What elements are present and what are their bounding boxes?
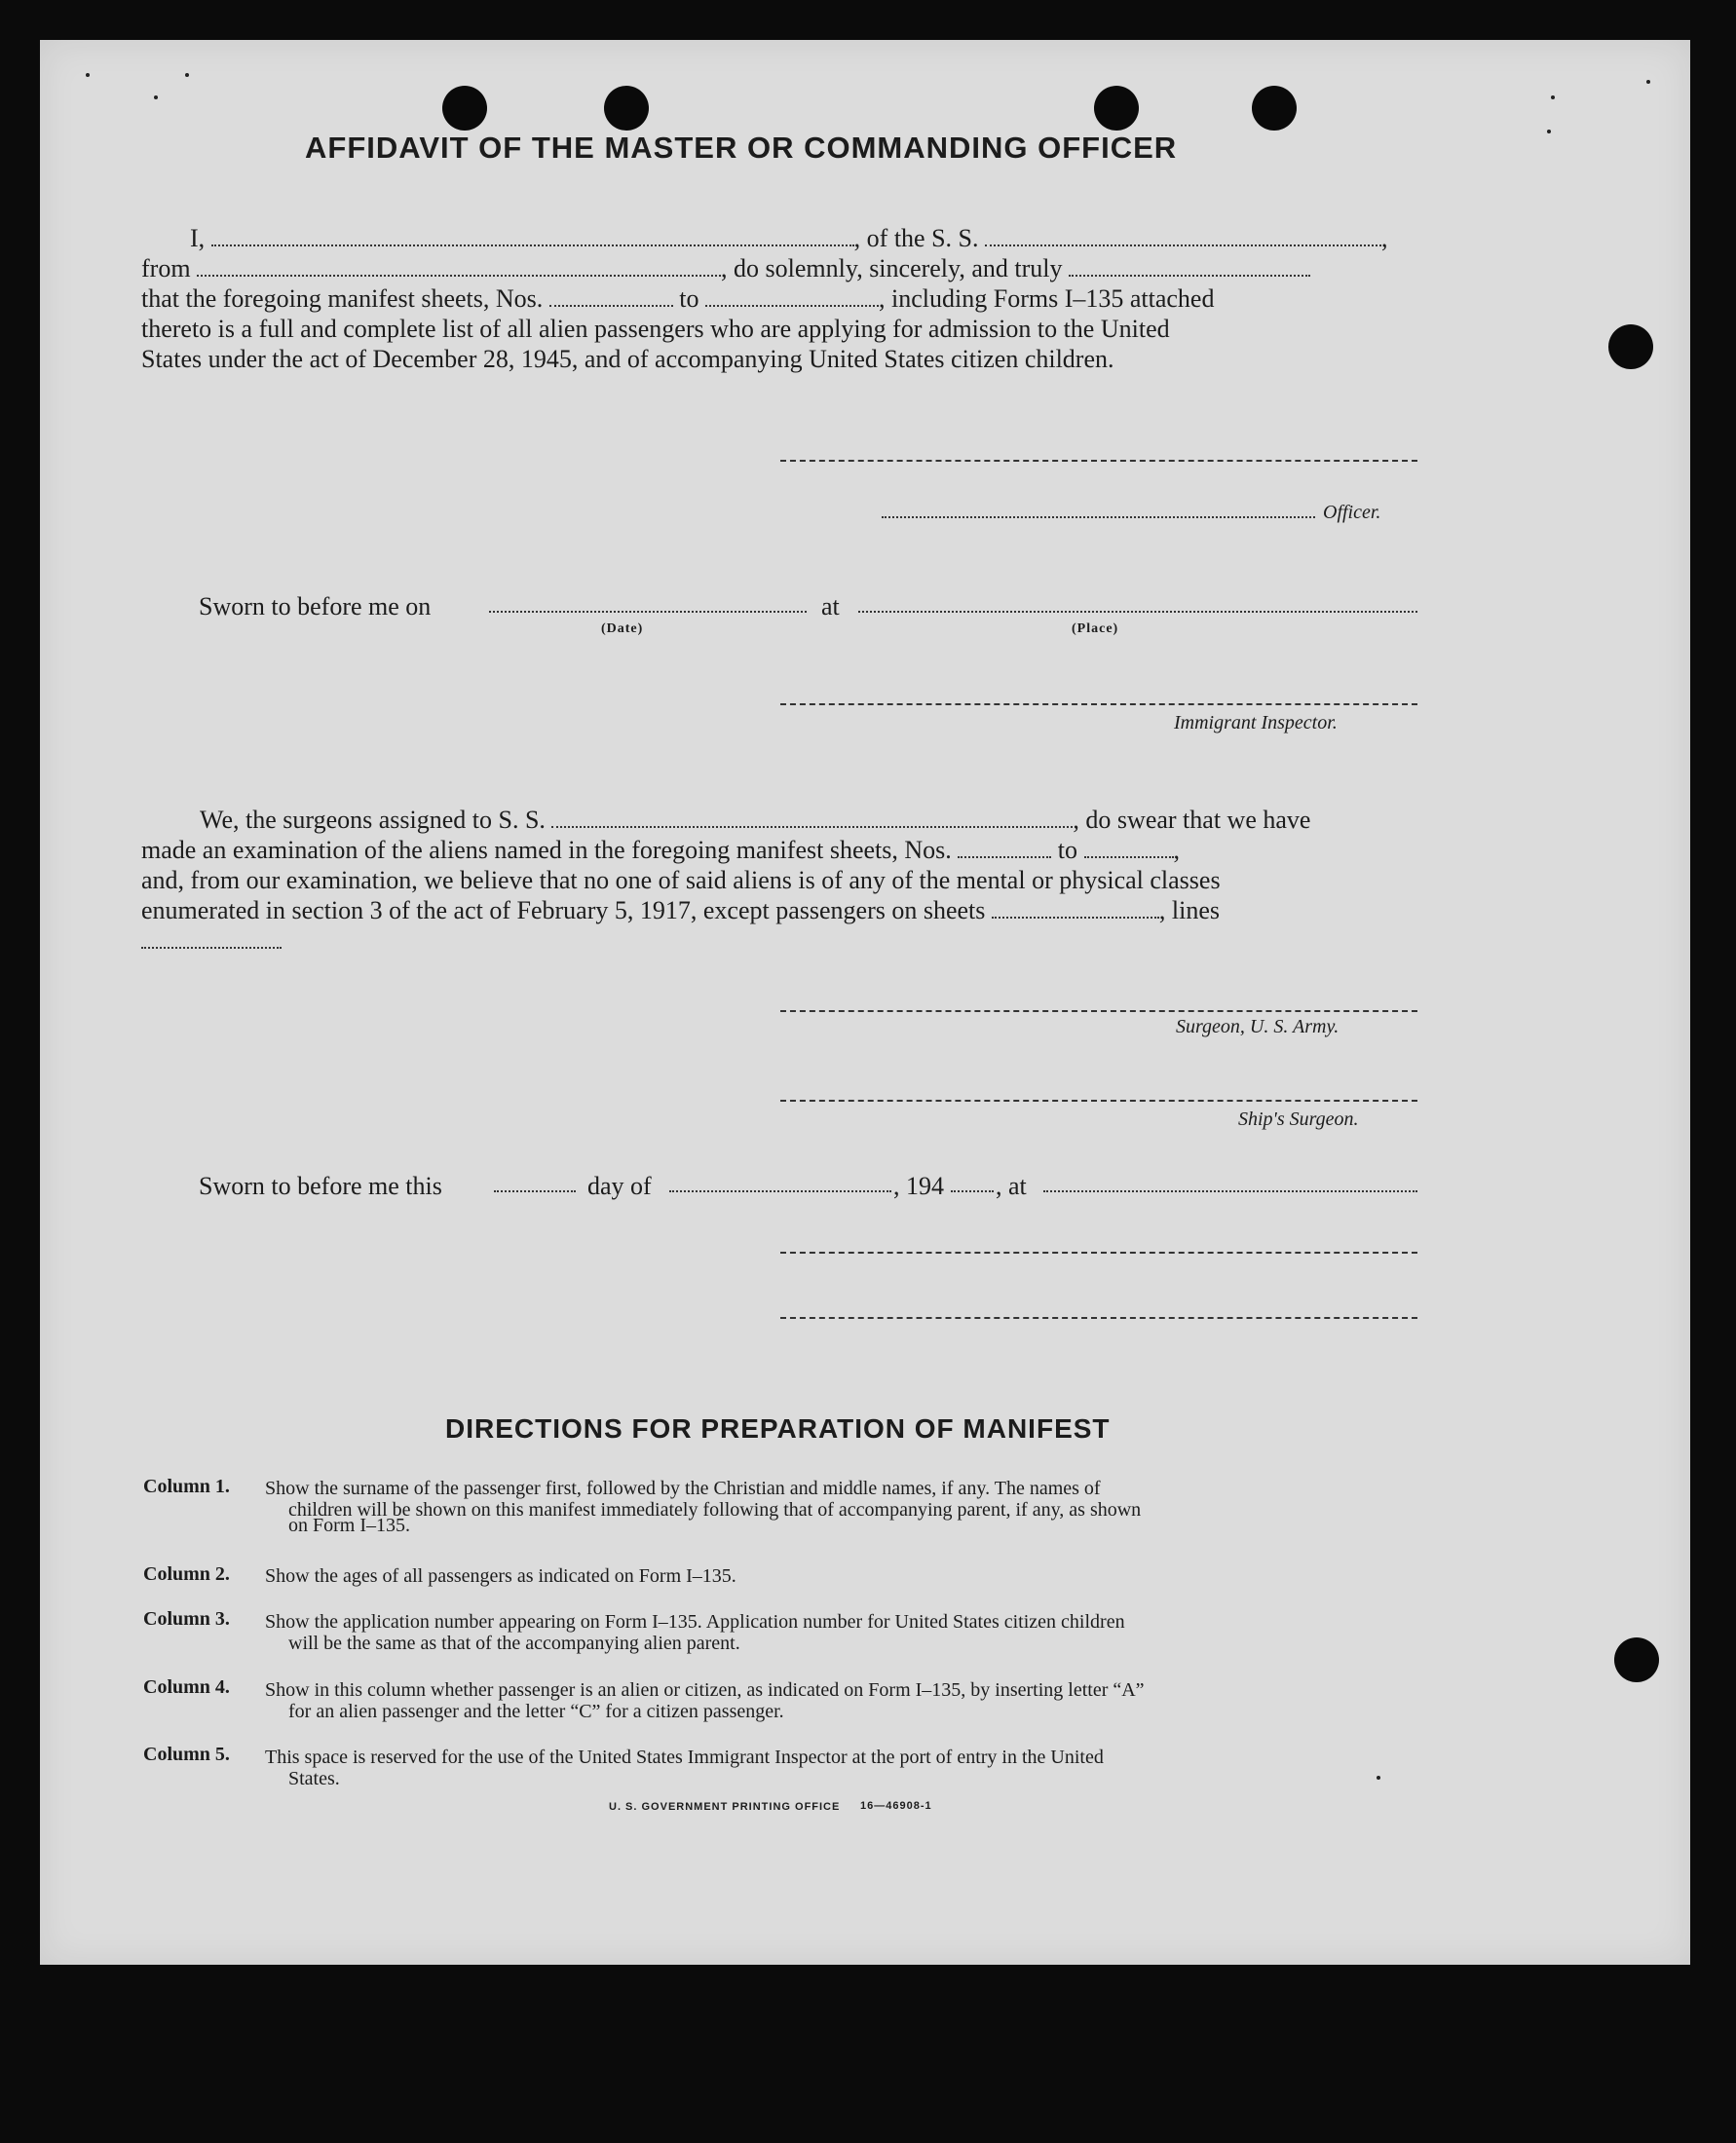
official-signature-line-2[interactable] <box>780 1317 1417 1319</box>
sworn-this-text: Sworn to before me this <box>199 1172 442 1200</box>
direction-line: on Form I–135. <box>288 1515 410 1536</box>
place-caption: (Place) <box>1072 621 1119 636</box>
punch-hole <box>604 86 649 131</box>
affidavit-line-1 <box>141 223 1420 253</box>
day-of-text: day of <box>587 1172 652 1200</box>
surgeons-text: We, the surgeons assigned to S. S. <box>200 806 546 834</box>
printer-imprint: U. S. GOVERNMENT PRINTING OFFICE <box>609 1801 841 1813</box>
direction-text <box>265 1478 1420 1536</box>
except-sheets-blank[interactable] <box>992 897 1159 919</box>
punch-hole <box>442 86 487 131</box>
immigrant-inspector-label: Immigrant Inspector. <box>1174 712 1338 733</box>
ship-name-blank[interactable] <box>985 225 1381 246</box>
master-name-blank[interactable] <box>211 225 854 246</box>
affidavit-line-3 <box>141 283 1420 314</box>
surgeons-text: , <box>1173 836 1180 864</box>
affidavit-text: , <box>1381 224 1388 252</box>
sworn-date-text: Sworn to before me on <box>199 592 432 620</box>
speck <box>86 73 90 77</box>
direction-label: Column 2. <box>143 1563 230 1585</box>
surgeons-text: , do swear that we have <box>1073 806 1311 834</box>
speck <box>154 95 158 99</box>
surgeons-text: enumerated in section 3 of the act of February 5, 1917, except passengers on sheets <box>141 896 986 924</box>
affidavit-text: from <box>141 254 191 282</box>
officer-title-line[interactable] <box>882 516 1315 518</box>
direction-line: States. <box>288 1768 340 1789</box>
punch-hole <box>1614 1637 1659 1682</box>
sheets-from-blank[interactable] <box>549 285 673 307</box>
speck <box>185 73 189 77</box>
direction-line: Show the application number appearing on Form I–135. Application number for United States citizen children <box>265 1611 1125 1633</box>
ships-surgeon-label: Ship's Surgeon. <box>1238 1109 1359 1130</box>
surgeons-text: , lines <box>1158 896 1221 924</box>
speck <box>1646 80 1650 84</box>
sheets-to-blank[interactable] <box>705 285 879 307</box>
direction-text <box>265 1611 1420 1654</box>
year-text: , 194 <box>893 1172 944 1200</box>
affidavit-text: to <box>679 284 699 313</box>
direction-line: Show the surname of the passenger first, followed by the Christian and middle names, if any. The names of <box>265 1478 1101 1499</box>
direction-line: children will be shown on this manifest immediately following that of accompanying parent, if any, as shown <box>288 1499 1142 1521</box>
officer-label: Officer. <box>1323 502 1381 523</box>
affidavit-text: , do solemnly, sincerely, and truly <box>721 254 1063 282</box>
sworn-at-text: at <box>821 592 840 620</box>
sworn-month-line[interactable] <box>669 1190 891 1192</box>
affidavit-text: , including Forms I–135 attached <box>879 284 1215 313</box>
affidavit-line-2 <box>141 253 1420 283</box>
sworn-at2-text: , at <box>996 1172 1027 1200</box>
surgeons-ship-blank[interactable] <box>551 807 1073 828</box>
affidavit-text: I, <box>190 224 206 252</box>
surgeons-line-3: and, from our examination, we believe that no one of said aliens is of any of the mental or physical classes <box>141 866 1221 894</box>
speck <box>1551 95 1555 99</box>
punch-hole <box>1094 86 1139 131</box>
surgeons-line-4 <box>141 895 1420 925</box>
except-lines-blank[interactable] <box>141 927 282 949</box>
form-number: 16—46908-1 <box>860 1800 932 1812</box>
surgeons-sheets-from-blank[interactable] <box>958 837 1051 858</box>
direction-label: Column 5. <box>143 1744 230 1765</box>
direction-label: Column 4. <box>143 1676 230 1698</box>
sworn-place-line[interactable] <box>858 611 1417 613</box>
directions-title: DIRECTIONS FOR PREPARATION OF MANIFEST <box>445 1413 1111 1444</box>
page-title: AFFIDAVIT OF THE MASTER OR COMMANDING OFFICER <box>305 131 1178 165</box>
sworn-date-line[interactable] <box>489 611 807 613</box>
direction-line: Show in this column whether passenger is an alien or citizen, as indicated on Form I–135, by inserting letter “A” <box>265 1679 1145 1701</box>
surgeons-line-5 <box>141 925 1420 956</box>
punch-hole <box>1608 324 1653 369</box>
direction-label: Column 1. <box>143 1476 230 1497</box>
surgeon-army-label: Surgeon, U. S. Army. <box>1176 1016 1340 1037</box>
direction-line: will be the same as that of the accompanying alien parent. <box>288 1633 740 1654</box>
surgeons-affidavit <box>141 805 1420 956</box>
speck <box>1547 130 1551 133</box>
direction-text <box>265 1747 1420 1789</box>
inspector-signature-line[interactable] <box>780 703 1417 705</box>
sworn-day-line[interactable] <box>494 1190 576 1192</box>
ships-surgeon-signature-line[interactable] <box>780 1100 1417 1102</box>
army-surgeon-signature-line[interactable] <box>780 1010 1417 1012</box>
surgeons-sheets-to-blank[interactable] <box>1084 837 1174 858</box>
affidavit-line-5: States under the act of December 28, 1945, and of accompanying United States citizen children. <box>141 345 1114 373</box>
oath-blank[interactable] <box>1069 255 1310 277</box>
sworn-place2-line[interactable] <box>1043 1190 1417 1192</box>
direction-text <box>265 1679 1420 1722</box>
master-signature-line[interactable] <box>780 460 1417 462</box>
surgeons-line-1 <box>141 805 1420 835</box>
sworn-year-line[interactable] <box>951 1190 994 1192</box>
punch-hole <box>1252 86 1297 131</box>
direction-line: This space is reserved for the use of the United States Immigrant Inspector at the port of entry in the United <box>265 1747 1104 1768</box>
date-caption: (Date) <box>601 621 644 636</box>
affidavit-text: , of the S. S. <box>853 224 979 252</box>
direction-line: Show the ages of all passengers as indicated on Form I–135. <box>265 1565 736 1587</box>
affidavit-text: that the foregoing manifest sheets, Nos. <box>141 284 544 313</box>
direction-text <box>265 1565 1420 1587</box>
master-affidavit <box>141 223 1420 374</box>
official-signature-line-1[interactable] <box>780 1252 1417 1254</box>
direction-line: for an alien passenger and the letter “C” for a citizen passenger. <box>288 1701 784 1722</box>
surgeons-text: made an examination of the aliens named in the foregoing manifest sheets, Nos. <box>141 836 952 864</box>
affidavit-line-4: thereto is a full and complete list of all alien passengers who are applying for admission to the United <box>141 315 1170 343</box>
port-from-blank[interactable] <box>197 255 721 277</box>
surgeons-line-2 <box>141 835 1420 865</box>
surgeons-text: to <box>1057 836 1077 864</box>
direction-label: Column 3. <box>143 1608 230 1630</box>
